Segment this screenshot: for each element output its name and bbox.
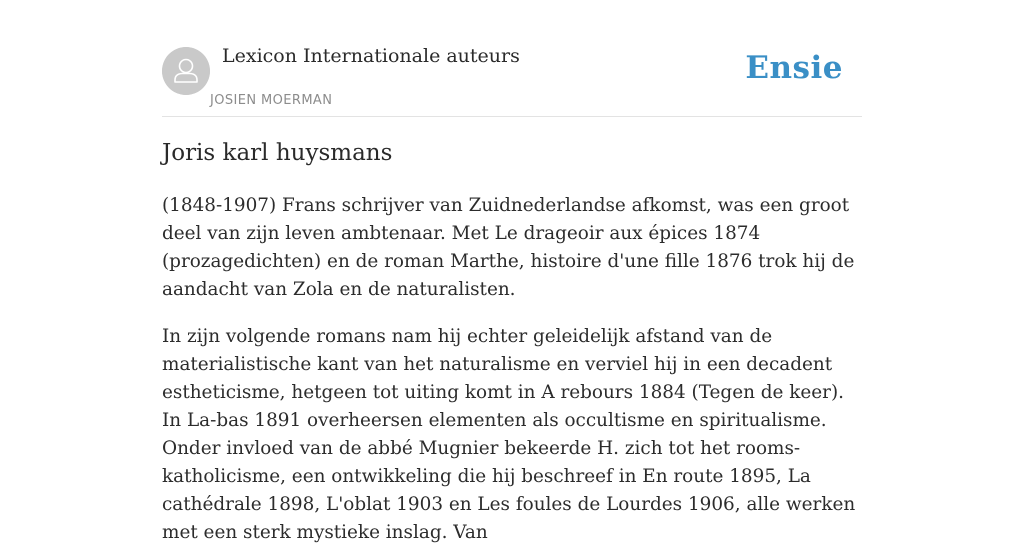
- article-paragraph: In zijn volgende romans nam hij echter geleidelijk afstand van de materialistische kant van het naturalisme en verviel hij in een decadent estheticisme, hetgeen tot uiting komt in A rebours 1884 (Tegen de keer). In La-bas 1891 overheersen elementen als occultisme en spiritualisme. Onder invloed van de abbé Mugnier bekeerde H. zich tot het rooms-katholicisme, een ontwikkeling die hij beschreef in En route 1895, La cathédrale 1898, L'oblat 1903 en Les foules de Lourdes 1906, alle werken met een sterk mystieke inslag. Van: [162, 326, 856, 543]
- user-placeholder-icon: [162, 47, 210, 95]
- article-title: Joris karl huysmans: [162, 140, 393, 166]
- avatar[interactable]: [162, 47, 210, 95]
- ensie-logo[interactable]: Ensie: [745, 50, 843, 86]
- article-header: [162, 0, 862, 117]
- article-page: [162, 0, 862, 543]
- source-title-link[interactable]: Lexicon Internationale auteurs: [222, 45, 520, 67]
- author-name[interactable]: JOSIEN MOERMAN: [210, 93, 333, 108]
- article-paragraph: (1848-1907) Frans schrijver van Zuidnederlandse afkomst, was een groot deel van zijn leven ambtenaar. Met Le drageoir aux épices 1874 (prozagedichten) en de roman Marthe, histoire d'une fille 1876 trok hij de aandacht van Zola en de naturalisten.: [162, 195, 855, 300]
